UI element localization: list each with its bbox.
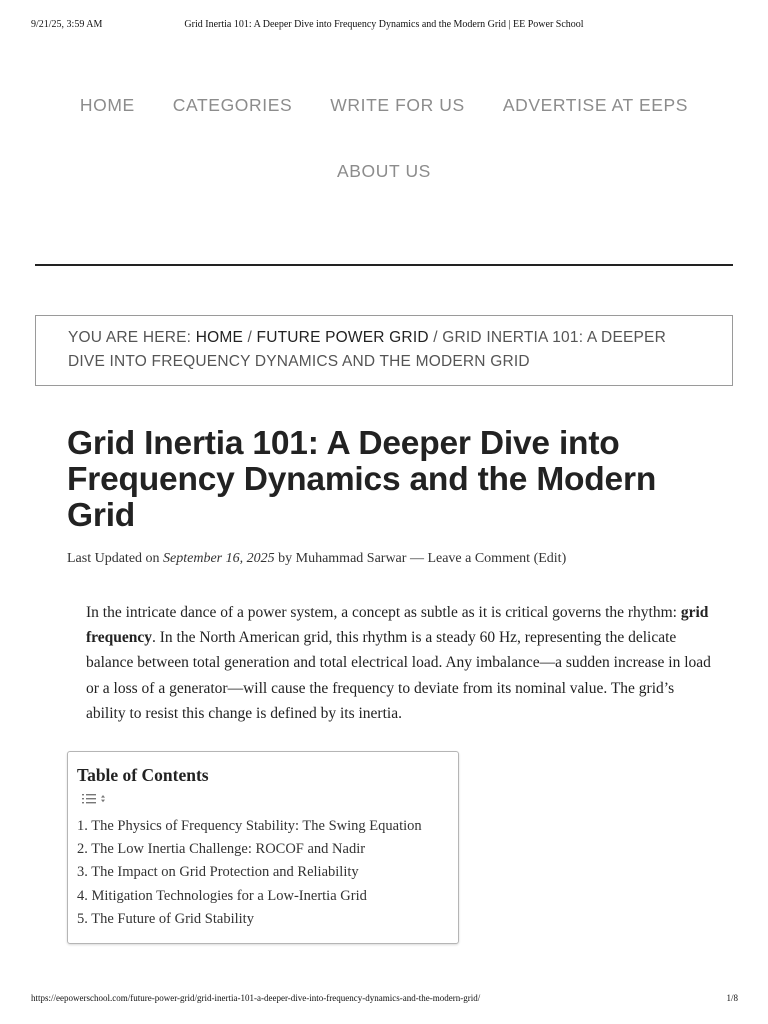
print-url: https://eepowerschool.com/future-power-grid/grid-inertia-101-a-deeper-dive-into-frequency-dynamics-and-the-modern-grid/: [31, 993, 481, 1003]
breadcrumb-separator: /: [428, 329, 443, 346]
meta-date: September 16, 2025: [163, 551, 275, 566]
toc-item-number: 1.: [77, 818, 92, 834]
toc-item: [77, 885, 449, 908]
breadcrumb: [35, 315, 733, 386]
print-header: [0, 19, 768, 33]
toc-item: [77, 861, 449, 884]
toc-item-number: 2.: [77, 841, 92, 858]
toc-title: Table of Contents: [77, 765, 209, 785]
nav-item-about-us[interactable]: ABOUT US: [337, 161, 431, 181]
toc-item-number: 4.: [77, 887, 92, 904]
toc-item-link[interactable]: The Physics of Frequency Stability: The Swing Equation: [91, 818, 422, 834]
nav-row-secondary: [0, 160, 768, 182]
meta-updated-label: Last Updated on: [67, 551, 164, 566]
intro-text-1: In the intricate dance of a power system, a concept as subtle as it is critical governs the rhythm:: [86, 604, 681, 621]
article-title: Grid Inertia 101: A Deeper Dive into Frequency Dynamics and the Modern Grid: [67, 425, 657, 534]
nav-row-primary: [0, 94, 768, 116]
toc-item: [77, 815, 449, 838]
toc-item-number: 5.: [77, 910, 92, 927]
toc-toggle-button[interactable]: [82, 791, 110, 807]
print-page-title: Grid Inertia 101: A Deeper Dive into Frequency Dynamics and the Modern Grid | EE Power School: [184, 19, 584, 30]
breadcrumb-separator: /: [243, 329, 257, 346]
list-icon: [82, 792, 110, 806]
article-meta: [67, 551, 707, 567]
toc-item-link[interactable]: The Impact on Grid Protection and Reliability: [91, 864, 359, 881]
table-of-contents: [67, 751, 459, 944]
nav-item-advertise[interactable]: ADVERTISE AT EEPS: [502, 95, 689, 115]
breadcrumb-current: GRID INERTIA 101: A DEEPER DIVE INTO FREQUENCY DYNAMICS AND THE MODERN GRID: [68, 329, 666, 370]
main-nav: [0, 94, 768, 182]
print-datetime: 9/21/25, 3:59 AM: [31, 19, 103, 30]
intro-text-2: . In the North American grid, this rhythm is a steady 60 Hz, representing the delicate balance between total generation and total electrical load. Any imbalance—a sudden increase in load or a loss of a generator—will cause the frequency to deviate from its nominal value. The grid’s ability to resist this change is defined by its inertia.: [86, 629, 711, 722]
intro-bold-term: grid frequency: [86, 604, 709, 647]
nav-item-home[interactable]: HOME: [79, 95, 135, 115]
breadcrumb-prefix: YOU ARE HERE:: [68, 329, 196, 346]
toc-item: [77, 838, 449, 861]
toc-item-link[interactable]: Mitigation Technologies for a Low-Inertia Grid: [91, 887, 367, 904]
print-footer: [0, 993, 768, 1007]
breadcrumb-category-link[interactable]: FUTURE POWER GRID: [256, 329, 429, 346]
meta-dash: —: [406, 551, 428, 566]
toc-item-number: 3.: [77, 864, 92, 881]
meta-edit-link[interactable]: (Edit): [530, 551, 567, 566]
print-page-number: 1/8: [726, 993, 738, 1003]
meta-comment-link[interactable]: Leave a Comment: [427, 551, 531, 566]
toc-list: [77, 815, 449, 931]
toc-item-link[interactable]: The Future of Grid Stability: [91, 910, 254, 927]
toc-item: [77, 908, 449, 931]
nav-item-categories[interactable]: CATEGORIES: [172, 95, 293, 115]
toc-item-link[interactable]: The Low Inertia Challenge: ROCOF and Nadir: [91, 841, 366, 858]
header-divider: [35, 264, 733, 266]
nav-item-write-for-us[interactable]: WRITE FOR US: [330, 95, 465, 115]
article-intro: [86, 600, 716, 726]
meta-author-link[interactable]: Muhammad Sarwar: [295, 551, 407, 566]
meta-by: by: [274, 551, 296, 566]
breadcrumb-home-link[interactable]: HOME: [195, 329, 244, 346]
